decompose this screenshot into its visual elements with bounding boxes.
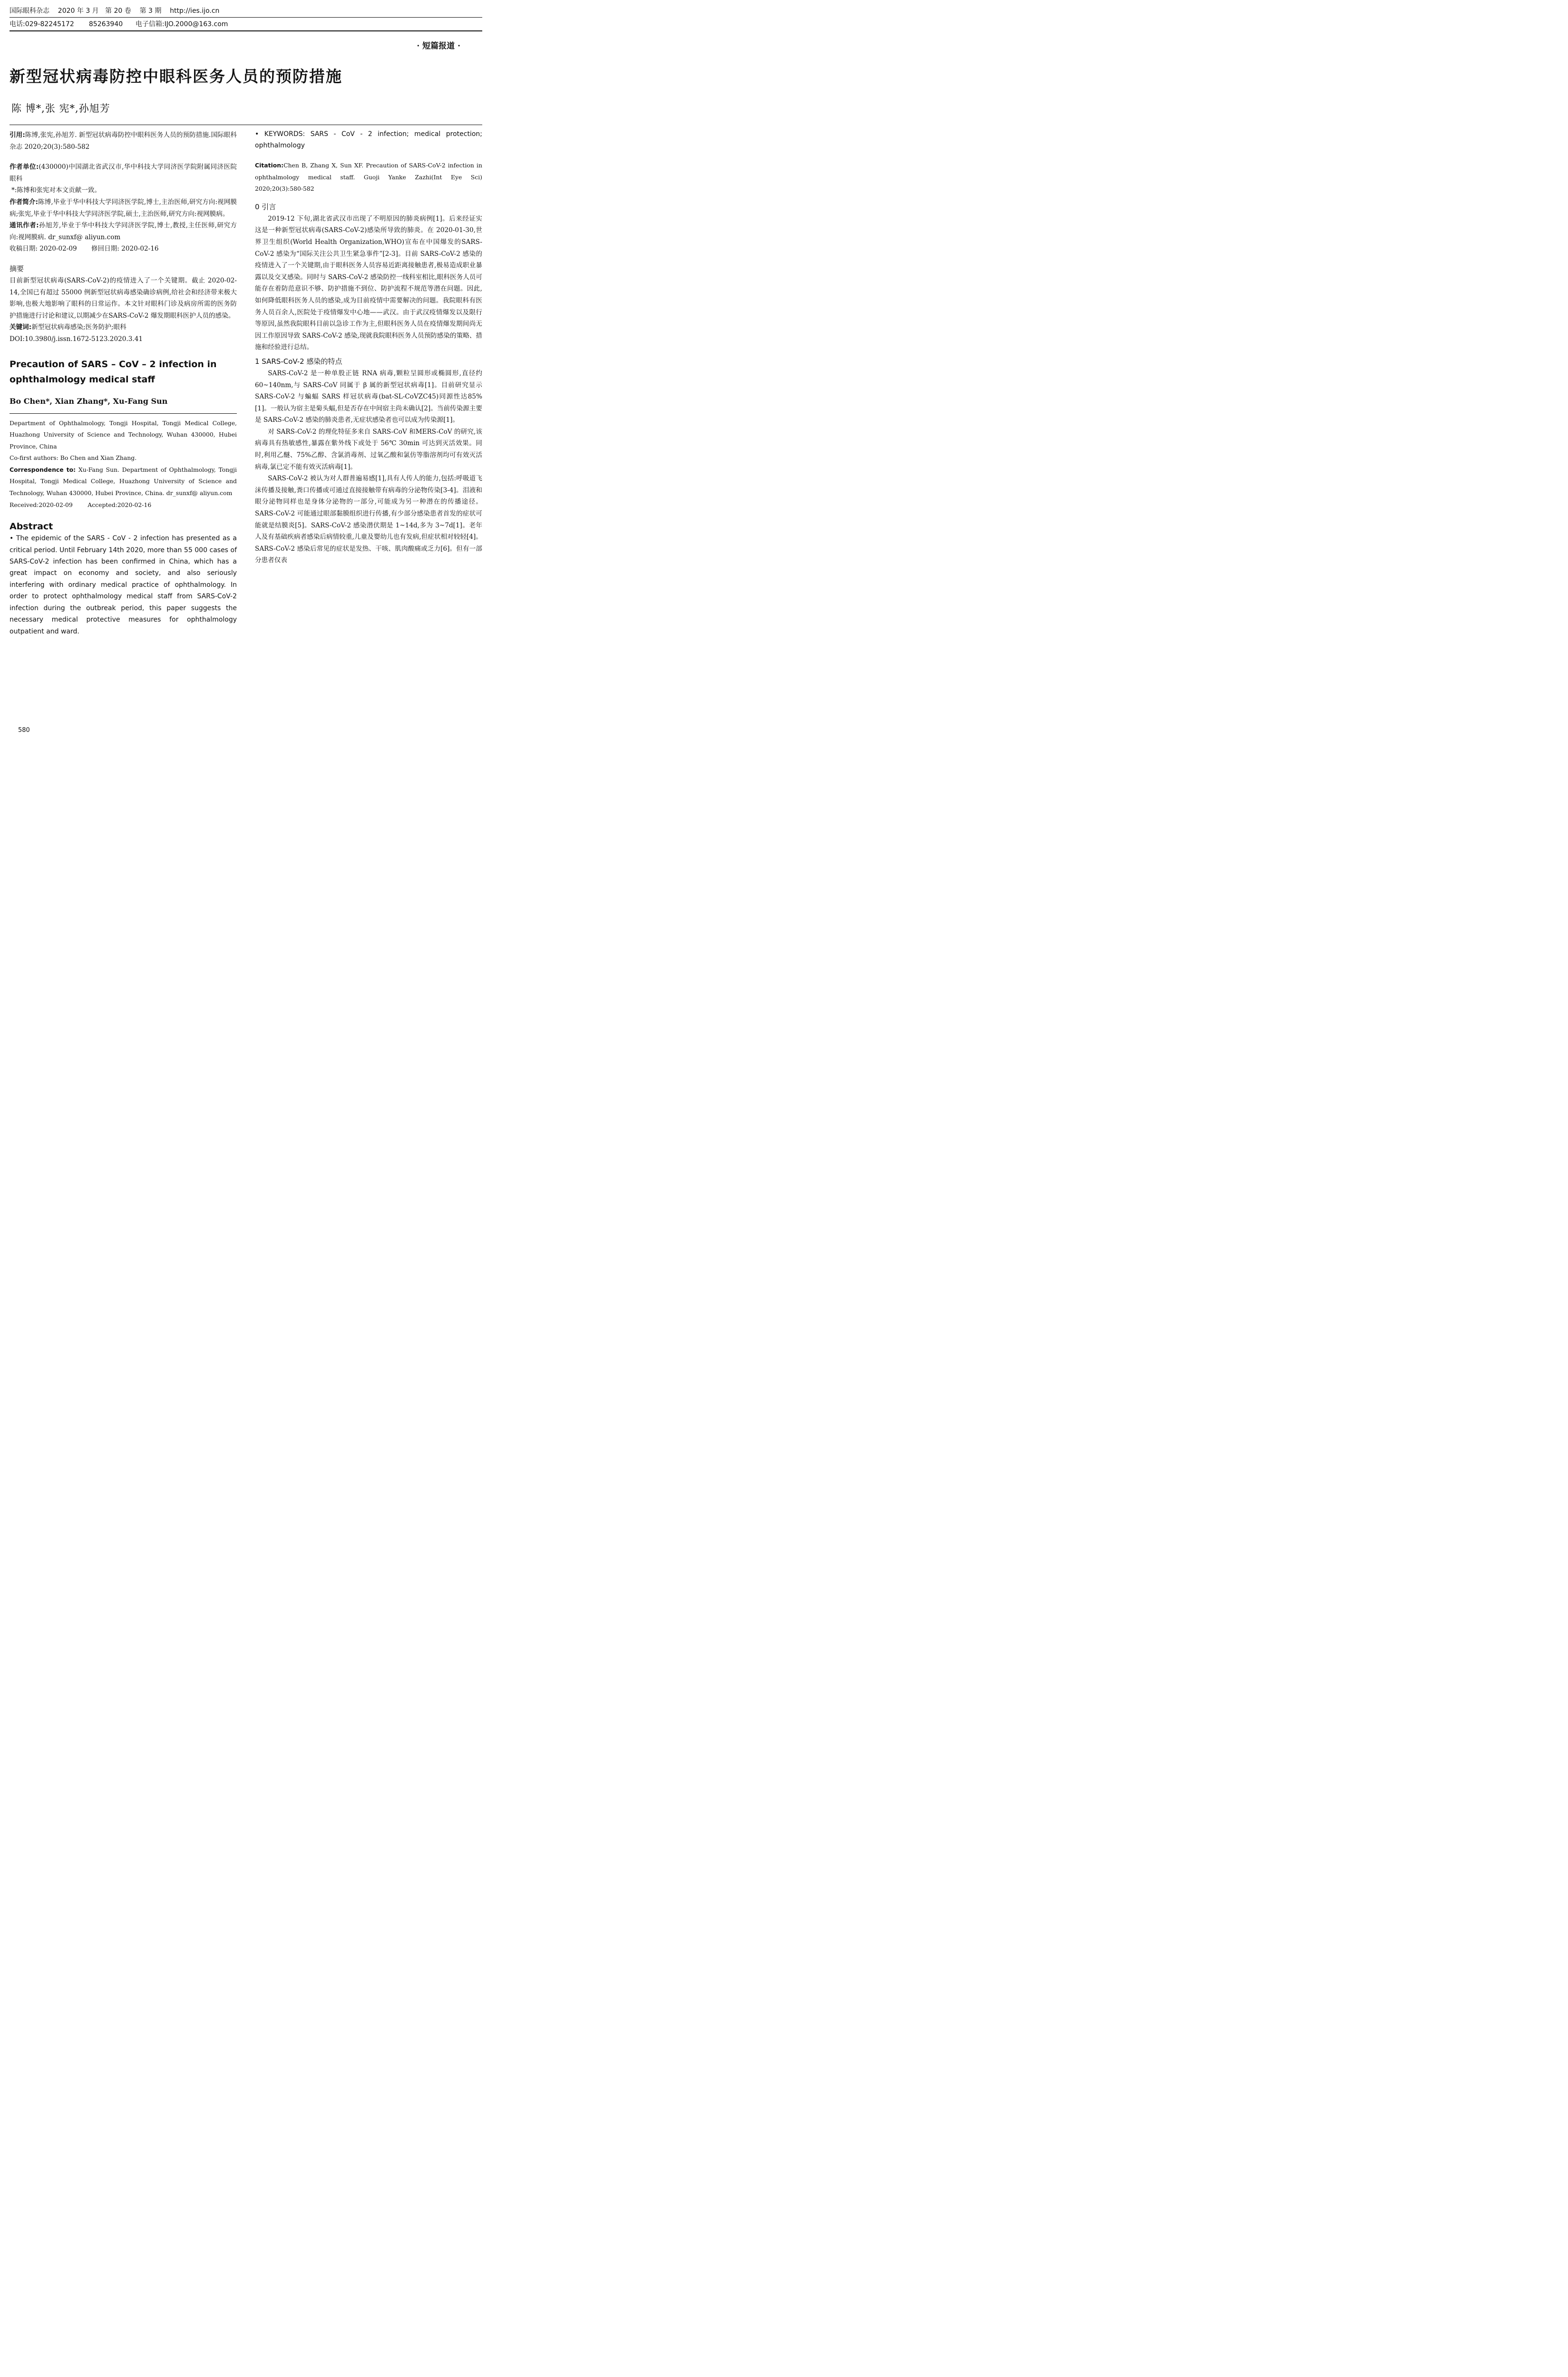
section1-paragraph3: SARS-CoV-2 被认为对人群普遍易感[1],具有人传人的能力,包括:呼吸道飞沫传播及接触,粪口传播或可通过直接接触带有病毒的分泌物传染[3-4]。泪液和眼分泌物同样也是身体分泌物的一部分,可能成为另一种潜在的传播途径。SARS-CoV-2 可能通过眼部黏膜组织进行传播,有少部分感染患者首发的症状可能就是结膜炎[5]。SARS-CoV-2 感染潜伏期是 1~14d,多为 3~7d[1]。老年人及有基础疾病者感染后病情较重,儿童及婴幼儿也有发病,但症状相对较轻[4]。SARS-CoV-2 感染后常见的症状是发热、干咳、肌肉酸痛或乏力[6]。但有一部分患者仅表	[255, 475, 482, 565]
header-rule-thick	[10, 30, 482, 31]
intro-heading: 0 引言	[255, 202, 276, 211]
abstract-cn-text: 目前新型冠状病毒(SARS-CoV-2)的疫情进入了一个关键期。截止 2020-02-14,全国已有超过 55000 例新型冠状病毒感染确诊病例,给社会和经济带来极大影响,也极大地影响了眼科的日常运作。本文针对眼科门诊及病房所需的医务防护措施进行讨论和建议,以期减少在SARS-CoV-2 爆发期眼科医护人员的感染。	[10, 276, 237, 320]
english-received: Received:2020-02-09 Accepted:2020-02-16	[10, 501, 152, 508]
paper-page	[0, 0, 490, 742]
doi: DOI:10.3980/j.issn.1672-5123.2020.3.41	[10, 335, 143, 343]
english-keywords: • KEYWORDS: SARS - CoV - 2 infection; medical protection; ophthalmology	[255, 130, 482, 149]
page-number: 580	[18, 727, 30, 734]
english-department: Department of Ophthalmology, Tongji Hospital, Tongji Medical College, Huazhong University of Science and Technology, Wuhan 430000, Hubei Province, China	[10, 419, 237, 450]
section1-paragraph1: SARS-CoV-2 是一种单股正链 RNA 病毒,颗粒呈圆形或椭圆形,直径约 60~140nm,与 SARS-CoV 同属于 β 属的新型冠状病毒[1]。目前研究显示 SARS-CoV-2 与蝙蝠 SARS 样冠状病毒(bat-SL-CoVZC45)同源性达85%[1]。一般认为宿主是菊头蝠,但是否存在中间宿主尚未确认[2]。当前传染源主要是 SARS-CoV-2 感染的肺炎患者,无症状感染者也可以成为传染源[1]。	[255, 369, 482, 424]
abstract-cn-heading: 摘要	[10, 264, 24, 273]
english-citation: Citation:Chen B, Zhang X, Sun XF. Precaution of SARS-CoV-2 infection in ophthalmology medical staff. Guoji Yanke Zazhi(Int Eye Sci) 2020;20(3):580-582	[255, 162, 482, 193]
english-title: Precaution of SARS – CoV – 2 infection in ophthalmology medical staff	[10, 359, 217, 385]
section1-heading: 1 SARS-CoV-2 感染的特点	[255, 357, 342, 366]
section-tag: · 短篇报道 ·	[417, 41, 460, 51]
intro-paragraph: 2019-12 下旬,湖北省武汉市出现了不明原因的肺炎病例[1]。后来经证实这是一种新型冠状病毒(SARS-CoV-2)感染所导致的肺炎。在 2020-01-30,世界卫生组织(World Health Organization,WHO)宣布在中国爆发的SARS-CoV-2 感染为“国际关注公共卫生紧急事件”[2-3]。目前 SARS-CoV-2 感染的疫情进入了一个关键期,由于眼科医务人员容易近距离接触患者,极易造成职业暴露以及交叉感染。同时与 SARS-CoV-2 感染防控一线科室相比,眼科医务人员可能存在着防范意识不够、防护措施不到位、防护流程不规范等潜在问题。因此,如何降低眼科医务人员的感染,成为目前疫情中需要解决的问题。我院眼科有医务人员百余人,医院处于疫情爆发中心地——武汉。由于武汉疫情爆发以及限行等原因,虽然我院眼科目前以急诊工作为主,但眼科医务人员在疫情爆发期间尚无因工作原因导致 SARS-CoV-2 感染,现就我院眼科医务人员预防感染的策略、措施和经验进行总结。	[255, 214, 482, 351]
english-cofirst: Co-first authors: Bo Chen and Xian Zhang.	[10, 454, 137, 462]
english-authors: Bo Chen*, Xian Zhang*, Xu-Fang Sun	[10, 397, 237, 414]
authors-cn: 陈 博*,张 宪*,孙旭芳	[11, 103, 110, 114]
author-bio: 作者简介:陈博,毕业于华中科技大学同济医学院,博士,主治医师,研究方向:视网膜病;张宪,毕业于华中科技大学同济医学院,硕士,主治医师,研究方向:视网膜病。	[10, 198, 237, 218]
paper-title: 新型冠状病毒防控中眼科医务人员的预防措施	[10, 67, 342, 86]
journal-header-line1: 国际眼科杂志 2020 年 3 月 第 20 卷 第 3 期 http://ies.ijo.cn	[10, 7, 220, 15]
english-correspondence: Correspondence to: Xu-Fang Sun. Department of Ophthalmology, Tongji Hospital, Tongji Medical College, Huazhong University of Science and Technology, Wuhan 430000, Hubei Province, China. dr_sunxf@ aliyun.com	[10, 466, 237, 497]
section1-paragraph2: 对 SARS-CoV-2 的理化特征多来自 SARS-CoV 和MERS-CoV 的研究,该病毒具有热敏感性,暴露在紫外线下或处于 56℃ 30min 可达到灭活效果。同时,利用乙醚、75%乙醇、含氯消毒剂、过氧乙酸和氯仿等脂溶剂均可有效灭活病毒,氯已定不能有效灭活病毒[1]。	[255, 428, 482, 471]
cofirst-note: *:陈博和张宪对本文贡献一致。	[11, 186, 101, 195]
citation-cn: 引用:陈博,张宪,孙旭芳. 新型冠状病毒防控中眼科医务人员的预防措施.国际眼科杂志 2020;20(3):580-582	[10, 131, 237, 151]
right-column	[255, 128, 482, 566]
english-abstract-text: • The epidemic of the SARS - CoV - 2 infection has presented as a critical period. Until February 14th 2020, more than 55 000 cases of SARS-CoV-2 infection has been confirmed in China, which has a great impact on economy and society, and also seriously interfering with ordinary medical practice of ophthalmology. In order to protect ophthalmology medical staff from SARS-CoV-2 infection during the outbreak period, this paper suggests the necessary medical protective measures for ophthalmology outpatient and ward.	[10, 535, 237, 635]
dates-cn: 收稿日期: 2020-02-09 修回日期: 2020-02-16	[10, 245, 159, 253]
english-abstract-heading: Abstract	[10, 521, 53, 532]
left-column	[10, 129, 237, 637]
header-rule-thin	[10, 17, 482, 18]
keywords-cn: 关键词:新型冠状病毒感染;医务防护;眼科	[10, 323, 127, 331]
journal-header-line2: 电话:029-82245172 85263940 电子信箱:IJO.2000@163.com	[10, 20, 228, 28]
affiliation: 作者单位:(430000)中国湖北省武汉市,华中科技大学同济医学院附属同济医院眼科	[10, 163, 237, 183]
correspondence-cn: 通讯作者:孙旭芳,毕业于华中科技大学同济医学院,博士,教授,主任医师,研究方向:视网膜病. dr_sunxf@ aliyun.com	[10, 222, 237, 241]
